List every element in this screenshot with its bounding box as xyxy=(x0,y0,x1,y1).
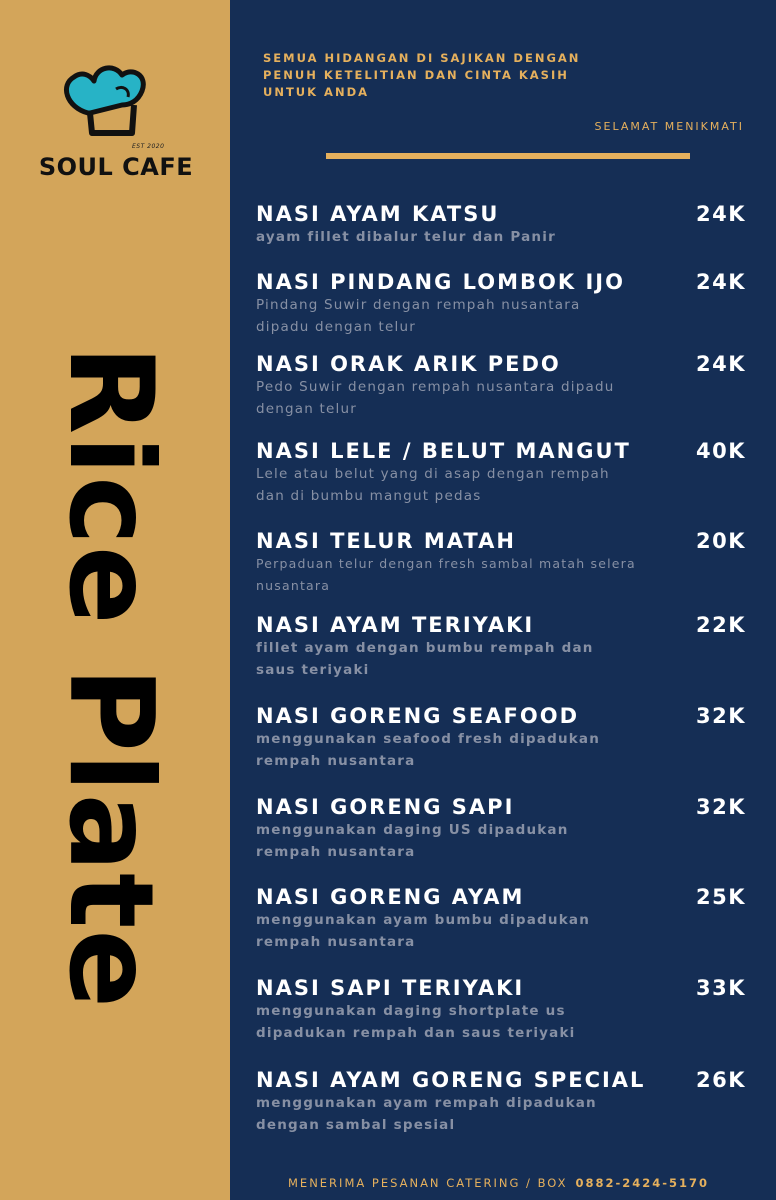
brand-name: SOUL CAFE xyxy=(38,153,194,181)
menu-item xyxy=(256,439,746,507)
menu-item-name: NASI GORENG AYAM xyxy=(256,885,525,909)
menu-item-name: NASI AYAM TERIYAKI xyxy=(256,613,535,637)
brand-est: EST 2020 xyxy=(132,143,165,150)
menu-item-price: 24K xyxy=(696,270,746,294)
menu-item-desc: Perpaduan telur dengan fresh sambal matah selera nusantara xyxy=(256,556,636,593)
menu-item-desc: Pindang Suwir dengan rempah nusantara dipadu dengan telur xyxy=(256,297,581,335)
menu-item xyxy=(256,613,746,681)
menu-item xyxy=(256,885,746,953)
menu-item-price: 22K xyxy=(696,613,746,637)
menu-item-desc: menggunakan ayam bumbu dipadukan rempah nusantara xyxy=(256,912,591,950)
left-panel xyxy=(0,0,230,1200)
menu-item-price: 32K xyxy=(696,795,746,819)
menu-item-price: 40K xyxy=(696,439,746,463)
footer-text: MENERIMA PESANAN CATERING / BOX xyxy=(288,1176,568,1190)
menu-item-name: NASI AYAM KATSU xyxy=(256,202,500,226)
menu-item-price: 24K xyxy=(696,352,746,376)
footer-phone: 0882-2424-5170 xyxy=(575,1176,710,1190)
menu-item-price: 25K xyxy=(696,885,746,909)
menu-item xyxy=(256,352,746,420)
menu-item-price: 20K xyxy=(696,529,746,553)
divider xyxy=(326,153,690,159)
menu-item-desc: menggunakan daging US dipadukan rempah nusantara xyxy=(256,822,569,860)
menu-item-desc: Pedo Suwir dengan rempah nusantara dipadu dengan telur xyxy=(256,379,615,417)
menu-item-name: NASI TELUR MATAH xyxy=(256,529,516,553)
menu-item-desc: menggunakan ayam rempah dipadukan dengan sambal spesial xyxy=(256,1095,597,1133)
right-panel xyxy=(230,0,776,1200)
menu-item-name: NASI ORAK ARIK PEDO xyxy=(256,352,561,376)
tagline: SEMUA HIDANGAN DI SAJIKAN DENGAN PENUH KETELITIAN DAN CINTA KASIH UNTUK ANDA xyxy=(263,51,581,99)
menu-item-desc: menggunakan seafood fresh dipadukan rempah nusantara xyxy=(256,731,601,769)
menu-item-name: NASI GORENG SEAFOOD xyxy=(256,704,580,728)
menu-item-desc: ayam fillet dibalur telur dan Panir xyxy=(256,229,556,245)
menu-item-price: 32K xyxy=(696,704,746,728)
menu-item-name: NASI AYAM GORENG SPECIAL xyxy=(256,1068,646,1092)
menu-item xyxy=(256,270,746,338)
section-title: Rice Plate xyxy=(43,345,178,1010)
menu-item-name: NASI SAPI TERIYAKI xyxy=(256,976,525,1000)
footer xyxy=(288,1176,709,1190)
menu-item xyxy=(256,202,746,248)
menu-item-desc: Lele atau belut yang di asap dengan rempah dan di bumbu mangut pedas xyxy=(256,466,610,504)
menu-item-desc: fillet ayam dengan bumbu rempah dan saus teriyaki xyxy=(256,640,594,678)
enjoy-text: SELAMAT MENIKMATI xyxy=(594,120,744,133)
menu-item-price: 26K xyxy=(696,1068,746,1092)
menu-item xyxy=(256,704,746,772)
brand-logo xyxy=(36,55,196,195)
menu-item-price: 24K xyxy=(696,202,746,226)
menu-item-name: NASI LELE / BELUT MANGUT xyxy=(256,439,631,463)
menu-item xyxy=(256,529,746,597)
menu-item-price: 33K xyxy=(696,976,746,1000)
menu-item-name: NASI GORENG SAPI xyxy=(256,795,515,819)
menu-item xyxy=(256,976,746,1044)
chef-hat-heart-icon xyxy=(56,55,166,145)
menu-item xyxy=(256,1068,746,1136)
menu-item xyxy=(256,795,746,863)
menu-item-desc: menggunakan daging shortplate us dipadukan rempah dan saus teriyaki xyxy=(256,1003,576,1041)
menu-item-name: NASI PINDANG LOMBOK IJO xyxy=(256,270,625,294)
